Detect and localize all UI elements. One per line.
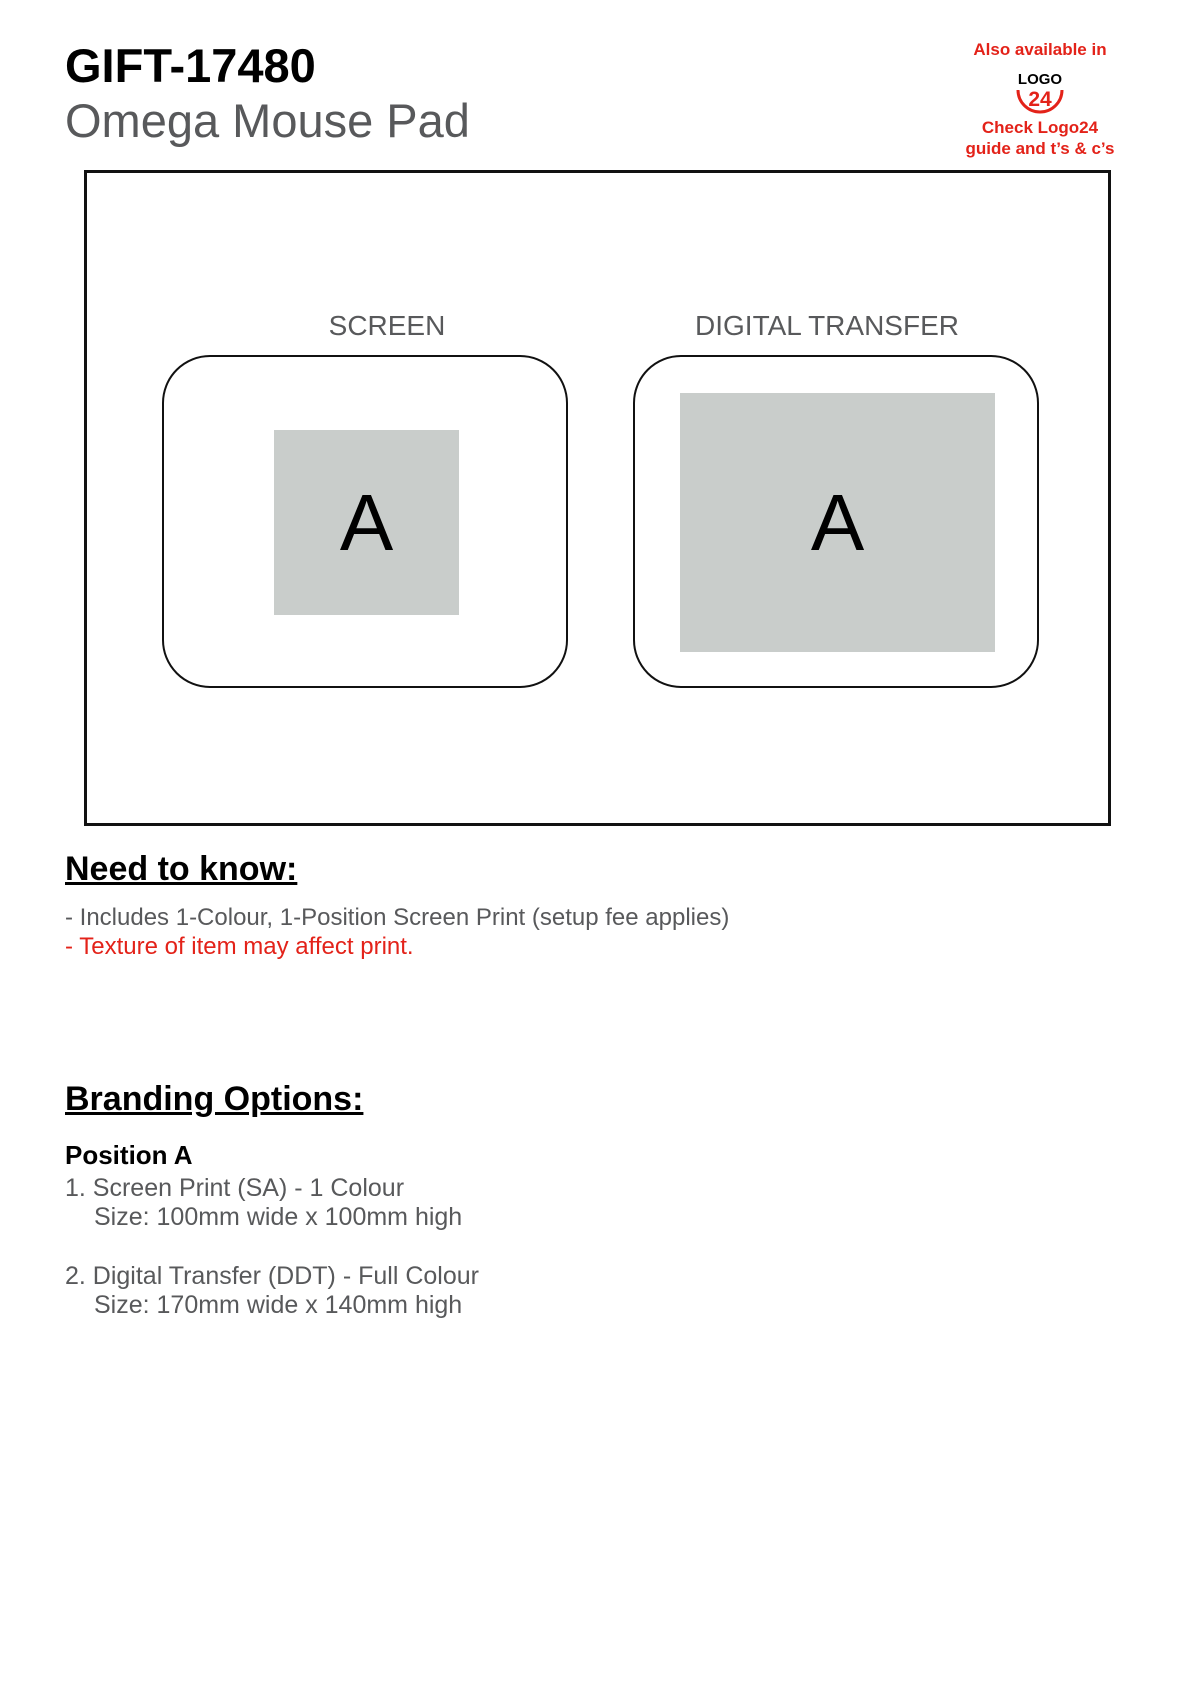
- print-area-a-digital-transfer: A: [680, 393, 995, 652]
- mouse-pad-outline-screen: [162, 355, 568, 688]
- mouse-pad-outline-digital-transfer: [633, 355, 1039, 688]
- need-to-know-warning: - Texture of item may affect print.: [65, 933, 414, 960]
- branding-options-heading: Branding Options:: [65, 1080, 364, 1118]
- option-2-size: Size: 170mm wide x 140mm high: [94, 1291, 463, 1319]
- product-name: Omega Mouse Pad: [65, 94, 470, 147]
- print-area-a-screen: A: [274, 430, 459, 615]
- position-a-title: Position A: [65, 1140, 193, 1170]
- logo24-logo-icon: [1010, 64, 1070, 116]
- logo24-notice[interactable]: [945, 40, 1135, 159]
- option-2-title: 2. Digital Transfer (DDT) - Full Colour: [65, 1262, 479, 1290]
- logo24-logo-number: 24: [1028, 88, 1052, 112]
- option-1-title: 1. Screen Print (SA) - 1 Colour: [65, 1174, 405, 1202]
- digital-transfer-position-label: DIGITAL TRANSFER: [695, 310, 959, 341]
- need-to-know-item: - Includes 1-Colour, 1-Position Screen Print (setup fee applies): [65, 904, 730, 931]
- need-to-know-heading: Need to know:: [65, 850, 298, 888]
- logo24-check-text: Check Logo24: [981, 118, 1099, 138]
- screen-position-label: SCREEN: [328, 310, 446, 341]
- logo24-logo-word: LOGO: [1017, 71, 1063, 89]
- product-code: GIFT-17480: [65, 39, 316, 92]
- logo24-available-text: Also available in: [973, 40, 1107, 59]
- print-position-diagram: [84, 170, 1111, 826]
- logo24-guide-text: guide and t’s & c’s: [965, 138, 1115, 158]
- option-1-size: Size: 100mm wide x 100mm high: [94, 1203, 463, 1231]
